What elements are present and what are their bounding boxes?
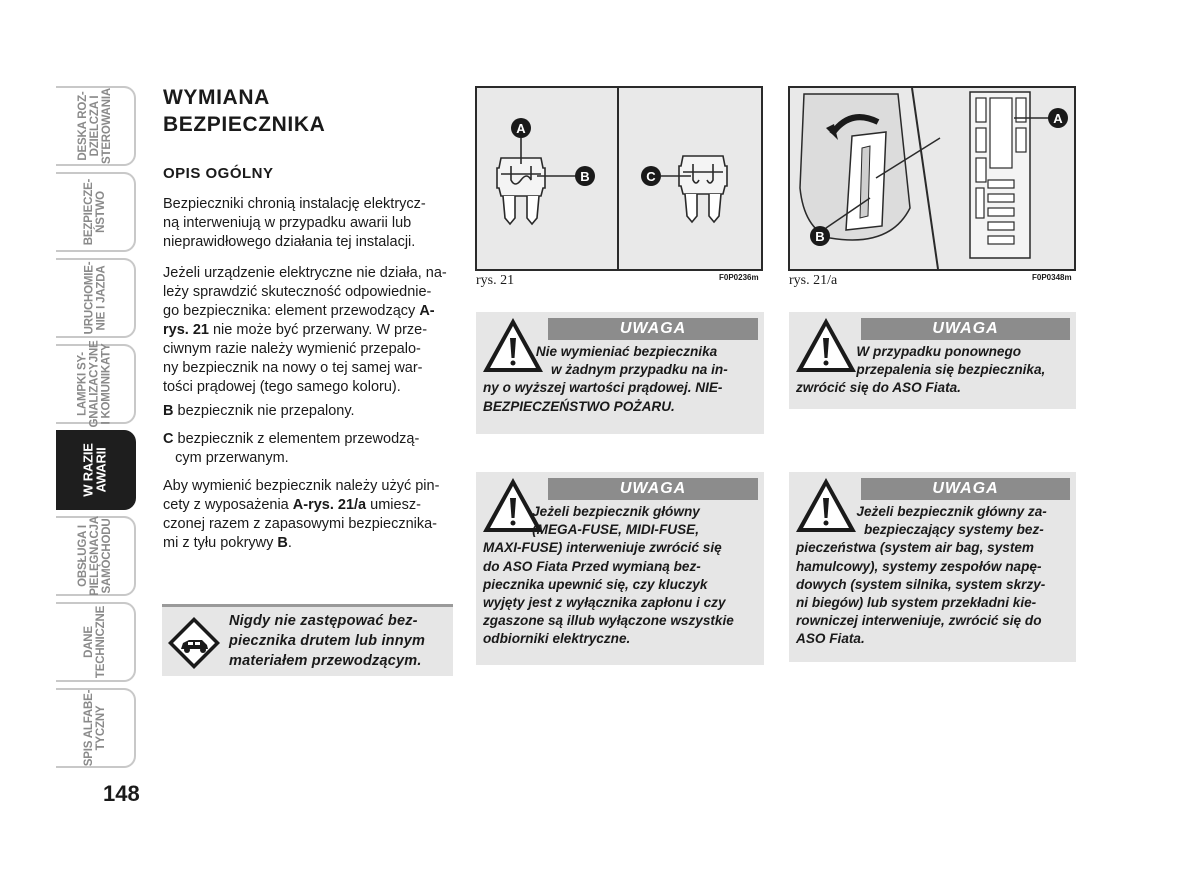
legend-item-b — [163, 402, 452, 421]
paragraph-text: . — [287, 535, 292, 551]
paragraph-text: umiesz- czonej razem z zapasowymi bezpiecznika- mi z tyłu pokrywy — [163, 497, 437, 551]
legend-key: B — [163, 403, 174, 419]
tab-label: W RAZIE AWARII — [80, 443, 109, 497]
tab-label: LAMPKI SY- GNALIZACYJNE I KOMUNIKATY — [77, 340, 113, 428]
fuse-illustration — [477, 88, 761, 269]
tab-lampki[interactable] — [56, 340, 136, 428]
tab-label: DANE TECHNICZNE — [83, 605, 107, 679]
callout-a: A — [516, 121, 526, 136]
warning-text: Jeżeli bezpiecznik główny za- bezpieczający systemy bez- pieczeństwa (system air bag, system hamulcowy), systemy zespołów napę- dowych (system silnika, system skrzy- ni biegów) lub system przekładni kie- rowniczej interweniuje, zwrócić się do ASO Fiata. — [796, 504, 1047, 647]
tab-w-razie-awarii[interactable] — [56, 430, 136, 510]
section-subtitle: OPIS OGÓLNY — [163, 165, 274, 182]
warning-heading: UWAGA — [548, 478, 758, 500]
figure-caption: rys. 21 — [476, 273, 515, 288]
paragraph-text: Aby wymienić bezpiecznik należy użyć pin- cety z wyposażenia — [163, 478, 440, 513]
callout-b: B — [580, 169, 590, 184]
tab-label: BEZPIECZE- ŃSTWO — [83, 178, 107, 246]
paragraph-replace — [163, 477, 452, 553]
tab-dane-techniczne[interactable] — [56, 602, 136, 682]
fuse-box-illustration — [790, 88, 1074, 269]
warning-box — [789, 312, 1076, 409]
paragraph-text: Jeżeli urządzenie elektryczne nie działa, na- leży sprawdzić skuteczność odpowiednie- go bezpiecznika: element przewodzący — [163, 265, 447, 319]
paragraph-text: nie może być przerwany. W prze- ciwnym razie należy wymienić przepalo- ny bezpiecznik na nowy o tej samej war- tości prądowej (tego samego koloru). — [163, 322, 428, 395]
figure-reference: B — [277, 535, 288, 551]
legend-text: bezpiecznik z elementem przewodzą- cym przerwanym. — [175, 431, 420, 466]
paragraph-check — [163, 264, 452, 397]
tab-deska-rozdzielcza[interactable] — [56, 86, 136, 166]
warning-heading: UWAGA — [861, 318, 1070, 340]
legend-item-c — [163, 430, 452, 468]
callout-b: B — [815, 229, 825, 244]
figure-21a — [788, 86, 1076, 271]
tab-label: DESKA ROZ- DZIELCZA I STEROWANIA — [76, 88, 113, 164]
tab-uruchomienie[interactable] — [56, 258, 136, 338]
warning-heading: UWAGA — [548, 318, 758, 340]
note-box — [162, 604, 453, 676]
figure-reference: A-rys. 21/a — [292, 497, 367, 513]
callout-a: A — [1053, 111, 1063, 126]
tab-label: URUCHOMIE- NIE I JAZDA — [83, 261, 107, 335]
warning-box — [476, 472, 764, 665]
figure-21 — [475, 86, 763, 271]
warning-heading: UWAGA — [861, 478, 1070, 500]
warning-car-icon — [166, 615, 222, 671]
warning-box — [476, 312, 764, 434]
legend-text: bezpiecznik nie przepalony. — [173, 403, 355, 419]
paragraph-intro: Bezpieczniki chronią instalację elektrycz- ną interweniują w przypadku awarii lub nieprawidłowego działania tej instalacji. — [163, 196, 426, 250]
page-number: 148 — [103, 781, 140, 806]
tab-label: SPIS ALFABE- TYCZNY — [83, 689, 107, 767]
figure-code: F0P0348m — [1032, 273, 1072, 282]
tab-obsluga[interactable] — [56, 516, 136, 596]
warning-text: Jeżeli bezpiecznik główny (MEGA-FUSE, MIDI-FUSE, MAXI-FUSE) interweniuje zwrócić się do ASO Fiata Przed wymianą bez- piecznika upewnić się, czy kluczyk wyjęty jest z wyłącznika zapłonu i czy zgaszone są illub wyłączone wszystkie odbiorniki elektryczne. — [483, 504, 734, 647]
tab-bezpieczenstwo[interactable] — [56, 172, 136, 252]
figure-caption: rys. 21/a — [789, 273, 838, 288]
callout-c: C — [646, 169, 656, 184]
tab-label: OBSŁUGA I PIELĘGNACJA SAMOCHODU — [77, 516, 113, 596]
legend-key: C — [163, 431, 174, 447]
note-text: Nigdy nie zastępować bez- piecznika drutem lub innym materiałem przewodzącym. — [229, 613, 426, 669]
warning-box — [789, 472, 1076, 662]
page-title: WYMIANA BEZPIECZNIKA — [163, 86, 326, 136]
figure-code: F0P0236m — [719, 273, 759, 282]
tab-spis-alfabetyczny[interactable] — [56, 688, 136, 768]
figure-reference: A- rys. 21 — [163, 303, 435, 338]
warning-text: W przypadku ponownego przepalenia się bezpiecznika, zwrócić się do ASO Fiata. — [796, 344, 1046, 396]
warning-text: Nie wymieniać bezpiecznika w żadnym przypadku na in- ny o wyższej wartości prądowej. NIE- BEZPIECZEŃSTWO POŻARU. — [483, 344, 728, 414]
